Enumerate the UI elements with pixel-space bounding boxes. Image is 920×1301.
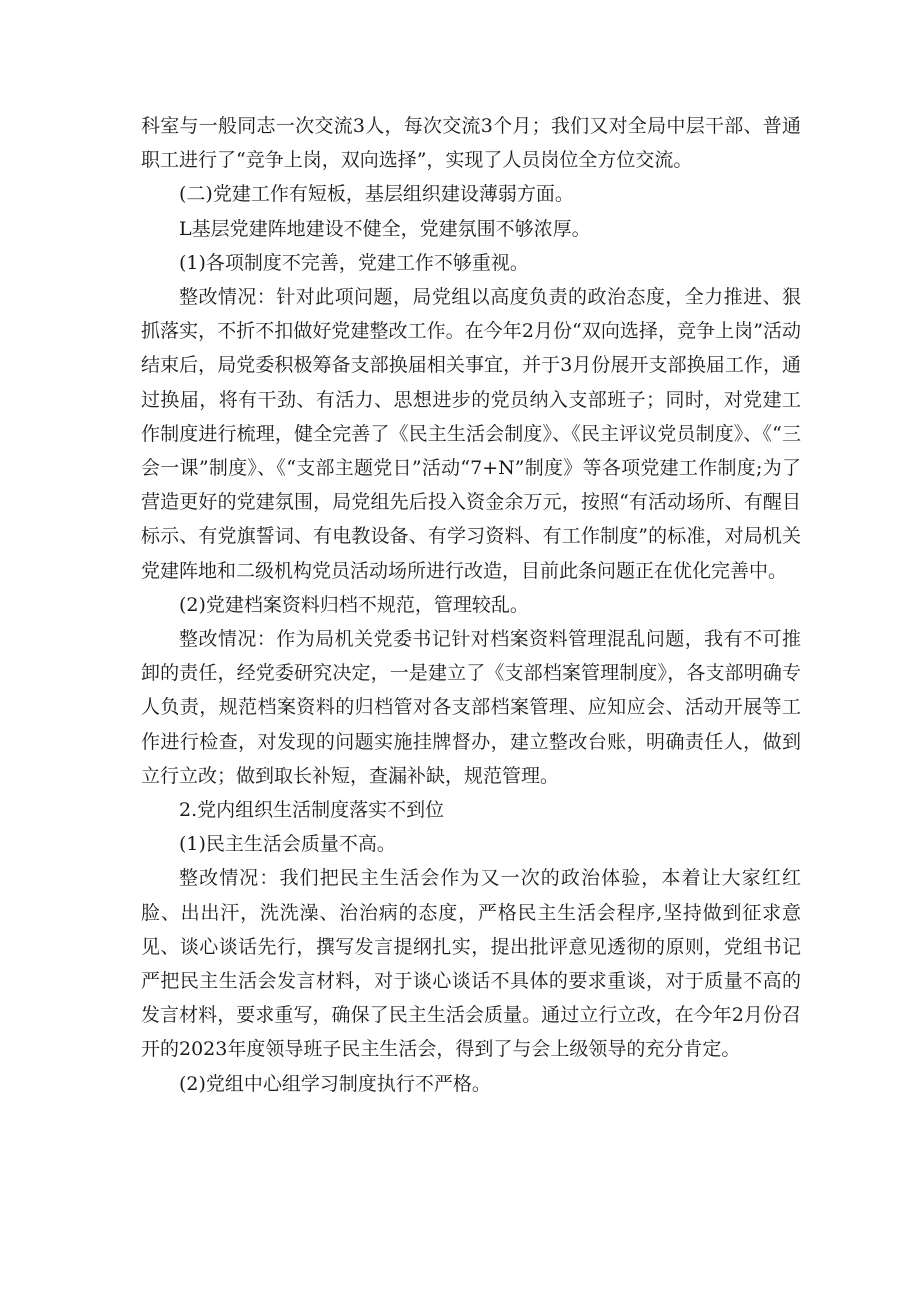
paragraph-rectification-archives: 整改情况：作为局机关党委书记针对档案资料管理混乱问题，我有不可推卸的责任，经党委研究决定，一是建立了《支部档案管理制度》，各支部明确专人负责，规范档案资料的归档管对各支部档案管理、应知应会、活动开展等工作进行检查，对发现的问题实施挂牌督办，建立整改台账，明确责任人，做到立行立改；做到取长补短，查漏补缺，规范管理。	[141, 628, 801, 787]
item-systems-incomplete: (1)各项制度不完善，党建工作不够重视。	[179, 251, 529, 274]
document-body	[141, 109, 801, 1101]
item-archives-irregular: (2)党建档案资料归档不规范，管理较乱。	[179, 593, 529, 616]
subheading-organizational-life: 2.党内组织生活制度落实不到位	[179, 799, 445, 822]
item-democratic-life-quality: (1)民主生活会质量不高。	[179, 833, 396, 856]
paragraph-staff-rotation: 科室与一般同志一次交流3人，每次交流3个月；我们又对全局中层干部、普通职工进行了“竞争上岗，双向选择”，实现了人员岗位全方位交流。	[141, 115, 801, 172]
item-central-group-study: (2)党组中心组学习制度执行不严格。	[179, 1072, 491, 1095]
paragraph-rectification-democratic-life: 整改情况：我们把民主生活会作为又一次的政治体验，本着让大家红红脸、出出汗，洗洗澡、治治病的态度，严格民主生活会程序,坚持做到征求意见、谈心谈话先行，撰写发言提纲扎实，提出批评意见透彻的原则，党组书记严把民主生活会发言材料，对于谈心谈话不具体的要求重谈，对于质量不高的发言材料，要求重写，确保了民主生活会质量。通过立行立改，在今年2月份召开的2023年度领导班子民主生活会，得到了与会上级领导的充分肯定。	[141, 867, 801, 1061]
paragraph-rectification-systems: 整改情况：针对此项问题，局党组以高度负责的政治态度，全力推进、狠抓落实，不折不扣做好党建整改工作。在今年2月份“双向选择，竞争上岗”活动结束后，局党委积极筹备支部换届相关事宜，并于3月份展开支部换届工作，通过换届，将有干劲、有活力、思想进步的党员纳入支部班子；同时，对党建工作制度进行梳理，健全完善了《民主生活会制度》、《民主评议党员制度》、《“三会一课”制度》、《“支部主题党日”活动“7+N”制度》等各项党建工作制度;为了营造更好的党建氛围，局党组先后投入资金余万元，按照“有活动场所、有醒目标示、有党旗誓词、有电教设备、有学习资料、有工作制度”的标准，对局机关党建阵地和二级机构党员活动场所进行改造，目前此条问题正在优化完善中。	[141, 286, 801, 582]
heading-party-building-shortcomings: (二)党建工作有短板，基层组织建设薄弱方面。	[179, 183, 574, 206]
subheading-grassroots-position: L基层党建阵地建设不健全，党建氛围不够浓厚。	[179, 217, 591, 240]
